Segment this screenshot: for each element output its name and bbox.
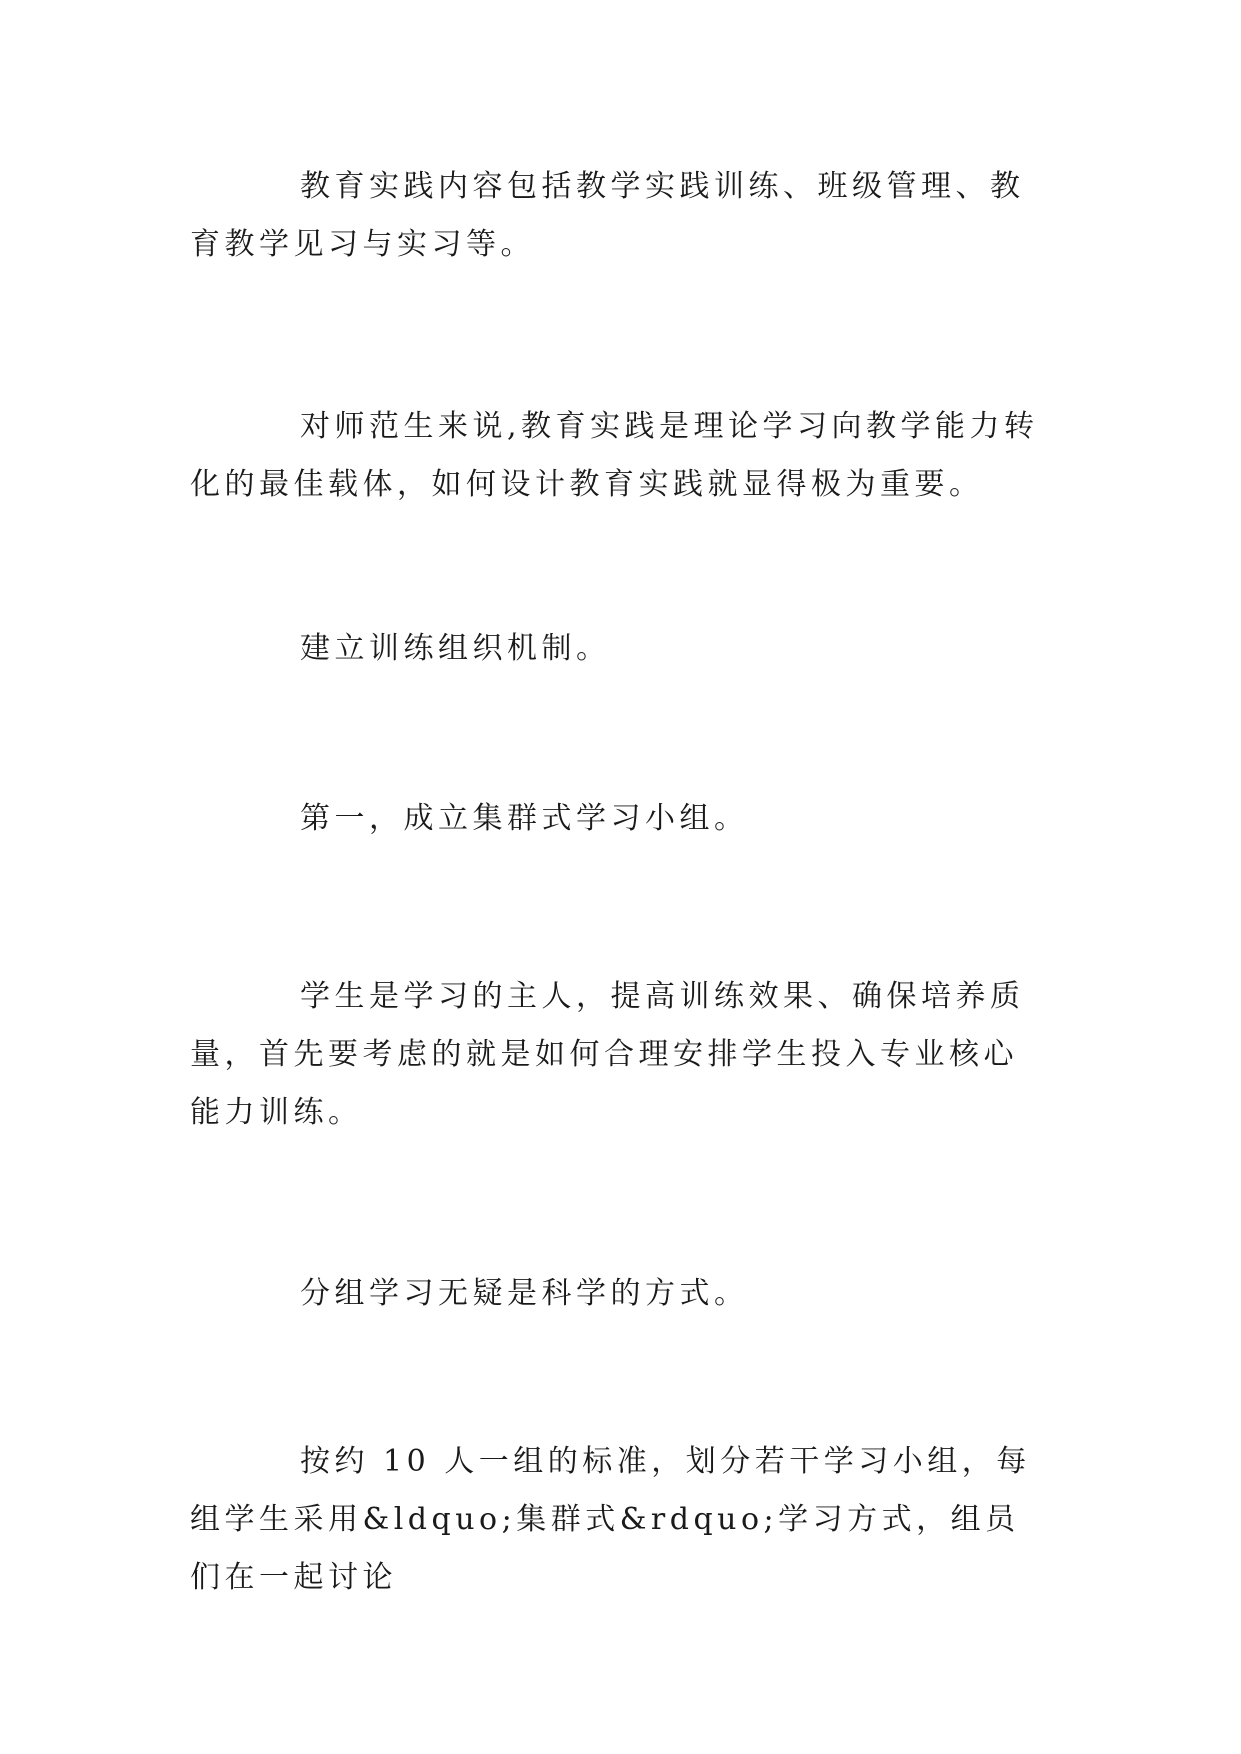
paragraph-5: 学生是学习的主人，提高训练效果、确保培养质量，首先要考虑的就是如何合理安排学生投入专业核心能力训练。 [190,979,1025,1130]
paragraph-4: 第一，成立集群式学习小组。 [300,801,749,836]
paragraph-3: 建立训练组织机制。 [300,631,611,666]
paragraph-1: 教育实践内容包括教学实践训练、班级管理、教育教学见习与实习等。 [190,169,1025,262]
paragraph-2: 对师范生来说,教育实践是理论学习向教学能力转化的最佳载体，如何设计教育实践就显得极为重要。 [190,409,1039,502]
paragraph-7: 按约 10 人一组的标准，划分若干学习小组，每组学生采用&ldquo;集群式&rdquo;学习方式，组员们在一起讨论 [190,1444,1031,1595]
paragraph-6: 分组学习无疑是科学的方式。 [300,1276,749,1311]
